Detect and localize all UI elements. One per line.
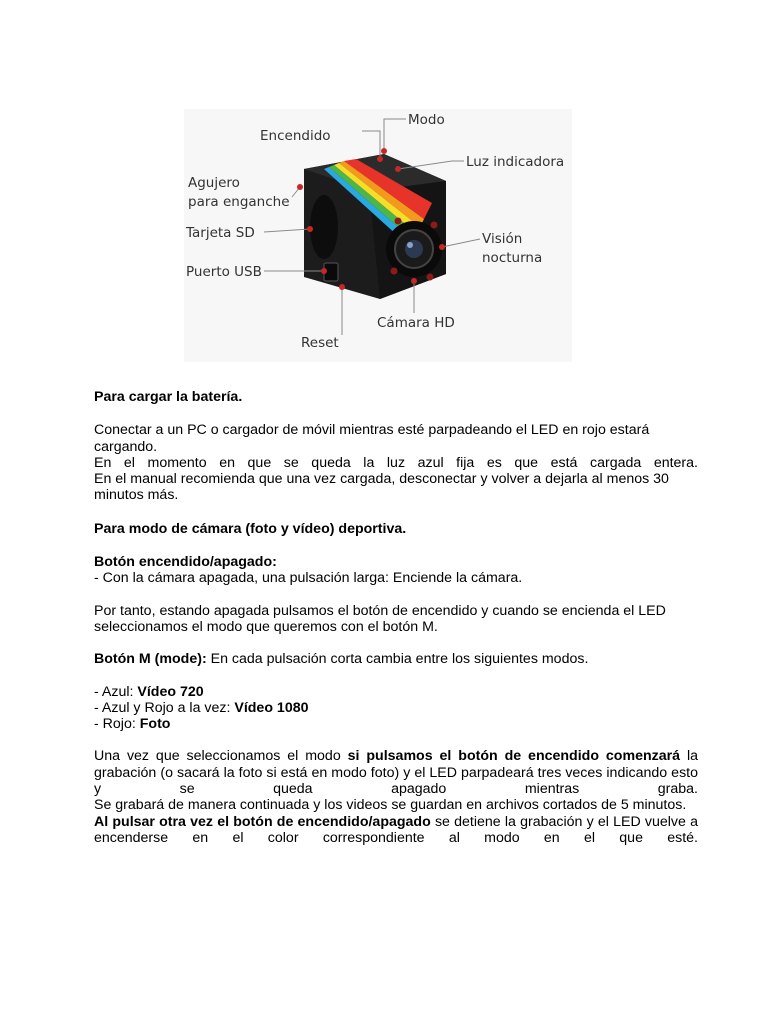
document-body (94, 389, 698, 846)
label-agujero: Agujero (188, 175, 240, 191)
por-tanto-paragraph: Por tanto, estando apagada pulsamos el botón de encendido y cuando se encienda el LED seleccionamos el modo que queremos con el botón M. (94, 602, 666, 635)
mode-item: - Rojo: Foto (94, 716, 171, 733)
label-tarjeta-sd: Tarjeta SD (186, 225, 255, 241)
mode-item: - Azul: Vídeo 720 (94, 683, 204, 700)
label-modo: Modo (408, 112, 445, 128)
heading-boton-encendido: Botón encendido/apagado: (94, 554, 277, 571)
label-nocturna: nocturna (482, 250, 543, 266)
camera-diagram (184, 109, 572, 362)
heading-bateria: Para cargar la batería. (94, 389, 243, 405)
label-para-enganche: para enganche (188, 194, 290, 210)
camera-illustration (184, 109, 572, 362)
label-encendido: Encendido (260, 128, 331, 144)
bateria-p1: Conectar a un PC o cargador de móvil mientras esté parpadeando el LED en rojo estará cargando. (94, 422, 650, 455)
label-reset: Reset (301, 335, 339, 351)
label-puerto-usb: Puerto USB (186, 264, 262, 280)
boton-m-paragraph: Botón M (mode): En cada pulsación corta cambia entre los siguientes modos. (94, 651, 589, 668)
grabacion-continuada: Se grabará de manera continuada y los videos se guardan en archivos cortados de 5 minutos. (94, 797, 687, 814)
grabacion-paragraph: Una vez que seleccionamos el modo si pulsamos el botón de encendido comenzará la grabación (o sacará la foto si está en modo foto) y el LED parpadeará tres veces indicando esto y se queda apagado mientras graba. (94, 748, 699, 798)
mode-item: - Azul y Rojo a la vez: Vídeo 1080 (94, 699, 309, 716)
label-vision: Visión (482, 231, 523, 247)
label-camara-hd: Cámara HD (377, 315, 455, 331)
camera-body (304, 154, 446, 299)
heading-modo-camara: Para modo de cámara (foto y vídeo) deportiva. (94, 520, 407, 537)
detener-paragraph: Al pulsar otra vez el botón de encendido/apagado se detiene la grabación y el LED vuelve a encenderse en el color correspondiente al modo en el que esté. (94, 813, 698, 846)
label-luz-indicadora: Luz indicadora (466, 154, 565, 170)
bateria-p3: En el manual recomienda que una vez cargada, desconectar y volver a dejarla al menos 30 minutos más. (94, 471, 669, 504)
bateria-p2: En el momento en que se queda la luz azul fija es que está cargada entera. (94, 454, 698, 471)
boton-encendido-desc: - Con la cámara apagada, una pulsación larga: Enciende la cámara. (94, 570, 523, 587)
